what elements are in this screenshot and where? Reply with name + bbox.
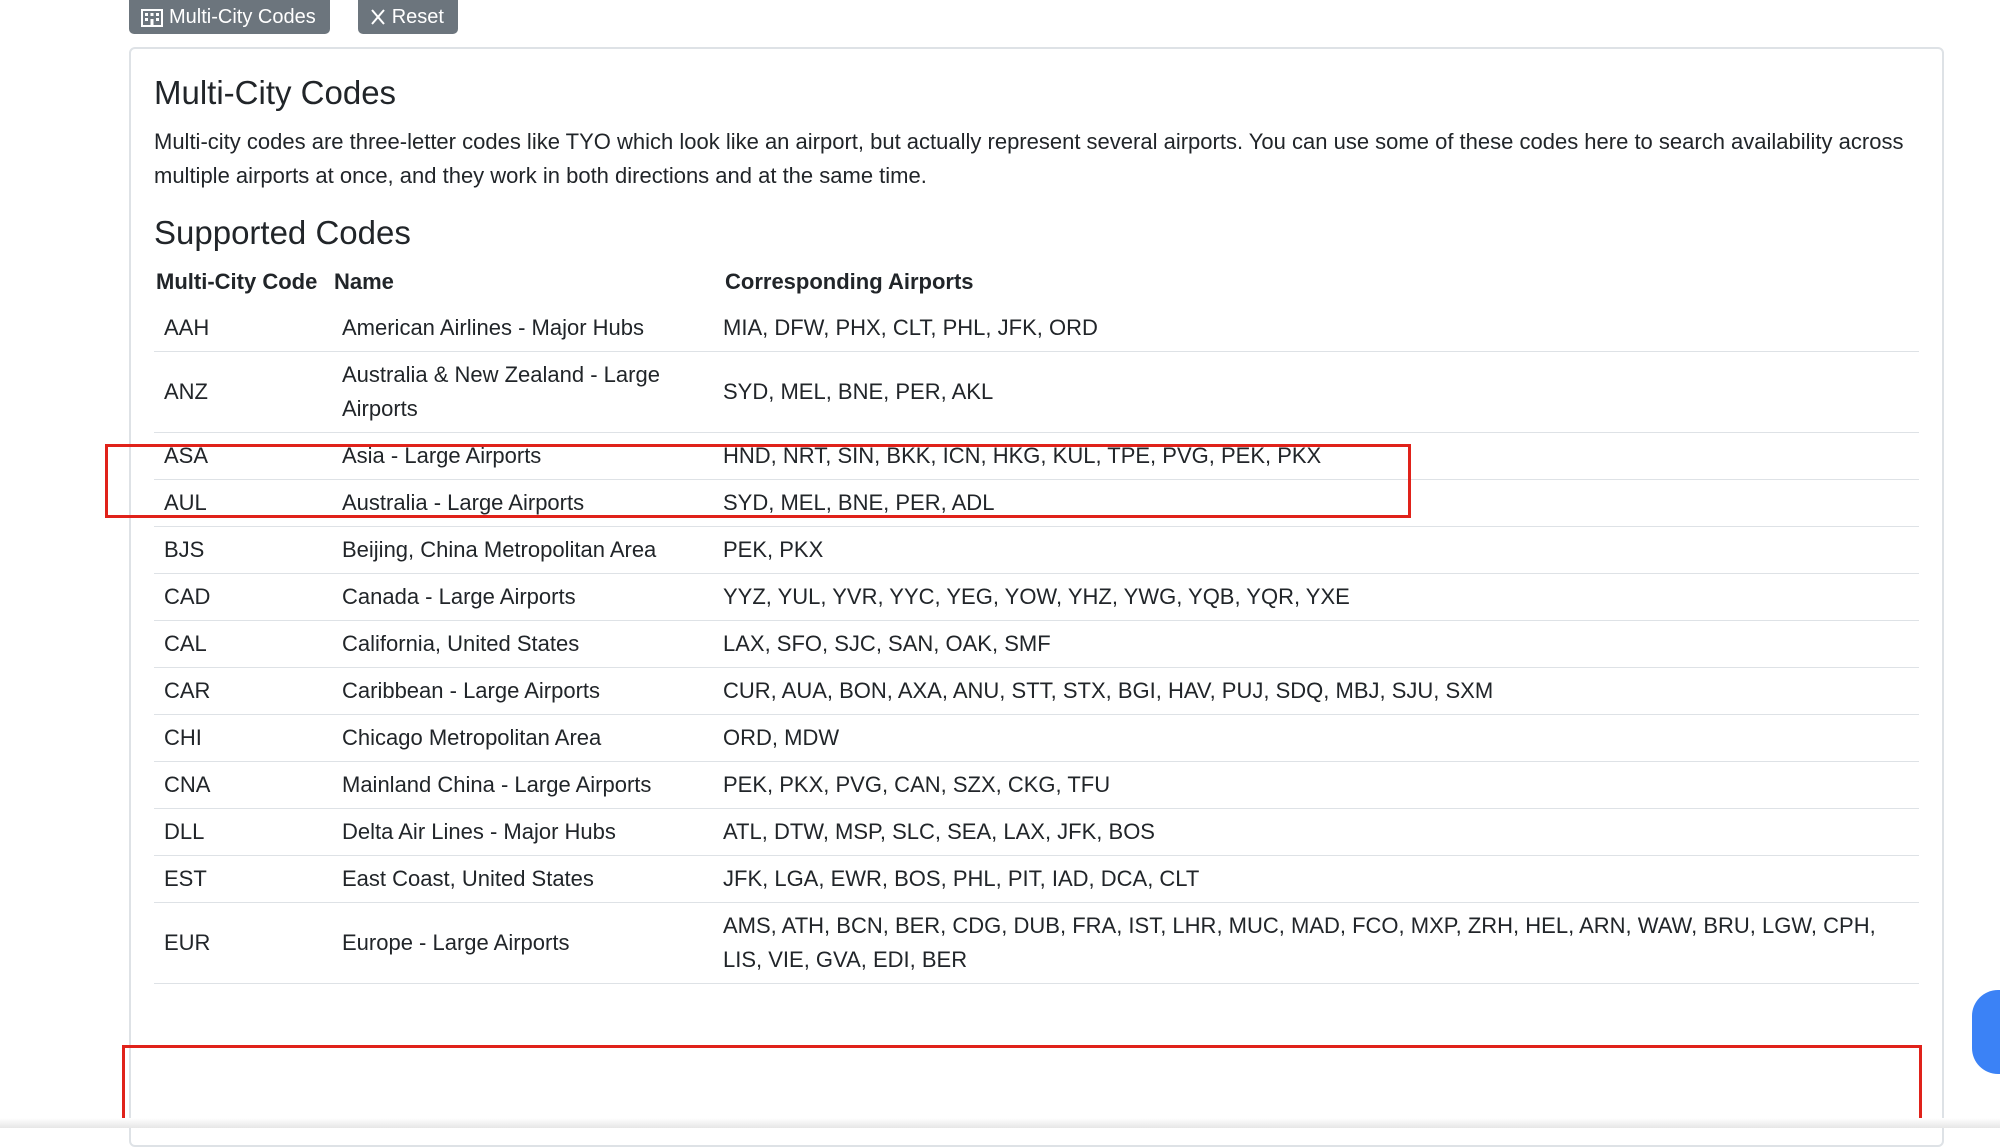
table-row — [154, 809, 1919, 856]
row-name: Mainland China - Large Airports — [332, 762, 713, 809]
table-row — [154, 715, 1919, 762]
row-airports: AMS, ATH, BCN, BER, CDG, DUB, FRA, IST, LHR, MUC, MAD, FCO, MXP, ZRH, HEL, ARN, WAW, BRU, LGW, CPH, LIS, VIE, GVA, EDI, BER — [713, 903, 1919, 984]
row-code: AAH — [154, 305, 332, 352]
row-airports: CUR, AUA, BON, AXA, ANU, STT, STX, BGI, HAV, PUJ, SDQ, MBJ, SJU, SXM — [713, 668, 1919, 715]
row-airports: SYD, MEL, BNE, PER, AKL — [713, 352, 1919, 433]
multi-city-codes-card — [129, 47, 1944, 1147]
row-code: CHI — [154, 715, 332, 762]
header-name: Name — [334, 269, 394, 294]
row-name: Caribbean - Large Airports — [332, 668, 713, 715]
table-row — [154, 762, 1919, 809]
row-code: BJS — [154, 527, 332, 574]
row-airports: YYZ, YUL, YVR, YYC, YEG, YOW, YHZ, YWG, YQB, YQR, YXE — [713, 574, 1919, 621]
row-code: CAL — [154, 621, 332, 668]
table-header-row — [154, 265, 1919, 305]
row-airports: ORD, MDW — [713, 715, 1919, 762]
table-row — [154, 433, 1919, 480]
row-name: Delta Air Lines - Major Hubs — [332, 809, 713, 856]
header-code: Multi-City Code — [156, 269, 318, 294]
building-icon — [141, 7, 163, 27]
row-code: CNA — [154, 762, 332, 809]
table-row — [154, 480, 1919, 527]
table-row — [154, 305, 1919, 352]
row-name: East Coast, United States — [332, 856, 713, 903]
multi-city-codes-button[interactable] — [129, 0, 330, 34]
table-row — [154, 621, 1919, 668]
table-row — [154, 903, 1919, 984]
row-code: AUL — [154, 480, 332, 527]
supported-codes-heading: Supported Codes — [154, 214, 411, 251]
row-airports: SYD, MEL, BNE, PER, ADL — [713, 480, 1919, 527]
row-code: EST — [154, 856, 332, 903]
row-name: Canada - Large Airports — [332, 574, 713, 621]
row-airports: MIA, DFW, PHX, CLT, PHL, JFK, ORD — [713, 305, 1919, 352]
reset-label: Reset — [391, 5, 444, 28]
row-name: Beijing, China Metropolitan Area — [332, 527, 713, 574]
row-airports: LAX, SFO, SJC, SAN, OAK, SMF — [713, 621, 1919, 668]
row-name: California, United States — [332, 621, 713, 668]
row-name: Asia - Large Airports — [332, 433, 713, 480]
table-row — [154, 527, 1919, 574]
chat-widget-button[interactable] — [1972, 990, 2000, 1074]
table-row — [154, 574, 1919, 621]
row-name: Australia & New Zealand - Large Airports — [332, 352, 713, 433]
row-airports: PEK, PKX — [713, 527, 1919, 574]
page-description: Multi-city codes are three-letter codes like TYO which look like an airport, but actually represent several airports. You can use some of these codes here to search availability across multiple airports at once, and they work in both directions and at the same time. — [154, 129, 1904, 188]
header-airports: Corresponding Airports — [725, 269, 974, 294]
window-bottom-edge — [0, 1118, 2000, 1128]
row-code: DLL — [154, 809, 332, 856]
page-title: Multi-City Codes — [154, 74, 397, 111]
table-row — [154, 352, 1919, 433]
codes-table — [154, 265, 1919, 984]
multi-city-codes-label: Multi-City Codes — [169, 5, 316, 28]
row-code: EUR — [154, 903, 332, 984]
row-code: CAD — [154, 574, 332, 621]
row-code: CAR — [154, 668, 332, 715]
toolbar — [129, 0, 458, 34]
row-code: ASA — [154, 433, 332, 480]
row-name: American Airlines - Major Hubs — [332, 305, 713, 352]
table-row — [154, 856, 1919, 903]
row-airports: JFK, LGA, EWR, BOS, PHL, PIT, IAD, DCA, CLT — [713, 856, 1919, 903]
row-airports: HND, NRT, SIN, BKK, ICN, HKG, KUL, TPE, PVG, PEK, PKX — [713, 433, 1919, 480]
table-row — [154, 668, 1919, 715]
x-icon — [370, 8, 386, 26]
reset-button[interactable] — [358, 0, 458, 34]
row-name: Chicago Metropolitan Area — [332, 715, 713, 762]
row-name: Europe - Large Airports — [332, 903, 713, 984]
row-name: Australia - Large Airports — [332, 480, 713, 527]
row-code: ANZ — [154, 352, 332, 433]
row-airports: ATL, DTW, MSP, SLC, SEA, LAX, JFK, BOS — [713, 809, 1919, 856]
row-airports: PEK, PKX, PVG, CAN, SZX, CKG, TFU — [713, 762, 1919, 809]
